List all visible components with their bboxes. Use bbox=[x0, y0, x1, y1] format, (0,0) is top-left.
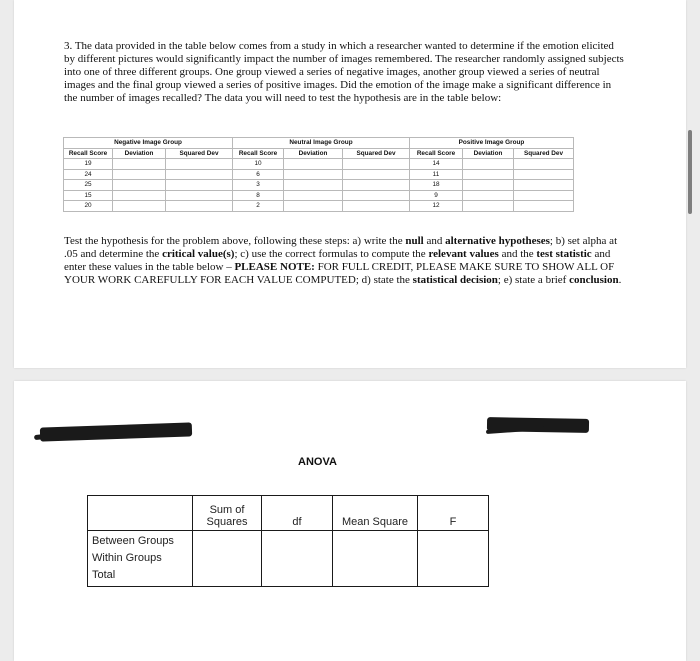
table-cell bbox=[284, 180, 343, 191]
column-header: Squared Dev bbox=[514, 148, 574, 159]
column-header: Recall Score bbox=[233, 148, 284, 159]
column-header: Squared Dev bbox=[343, 148, 410, 159]
table-cell bbox=[514, 201, 574, 212]
table-cell: 8 bbox=[233, 190, 284, 201]
anova-row-labels bbox=[88, 531, 193, 587]
table-cell bbox=[284, 169, 343, 180]
instructions-text-part: and the bbox=[498, 248, 537, 261]
anova-header-row bbox=[88, 496, 489, 531]
anova-header: F bbox=[418, 496, 489, 531]
table-cell: 10 bbox=[233, 159, 284, 170]
table-cell bbox=[113, 169, 166, 180]
anova-header bbox=[88, 496, 193, 531]
anova-title: ANOVA bbox=[298, 456, 337, 468]
table-cell bbox=[463, 180, 514, 191]
instructions-bold: statistical decision bbox=[412, 274, 498, 287]
anova-header: Sum of Squares bbox=[193, 496, 262, 531]
table-cell: 12 bbox=[410, 201, 463, 212]
instructions-text-part: . bbox=[618, 274, 622, 287]
anova-cell-mean-square[interactable] bbox=[333, 531, 418, 587]
table-cell: 11 bbox=[410, 169, 463, 180]
table-cell bbox=[166, 159, 233, 170]
table-cell bbox=[343, 169, 410, 180]
column-header: Squared Dev bbox=[166, 148, 233, 159]
instructions-bold: alternative hypotheses bbox=[445, 235, 550, 247]
table-cell bbox=[166, 201, 233, 212]
instructions-text-part: FOR FULL CREDIT, PLEASE MAKE SURE TO SHOW ALL OF YOUR WORK CAREFULLY FOR EACH VALUE COMPUTED; d) state the bbox=[64, 261, 615, 287]
column-header: Recall Score bbox=[64, 148, 113, 159]
table-cell bbox=[343, 190, 410, 201]
table-cell bbox=[463, 190, 514, 201]
anova-body-row bbox=[88, 531, 489, 587]
column-header: Recall Score bbox=[410, 148, 463, 159]
table-cell bbox=[166, 169, 233, 180]
table-row bbox=[64, 201, 574, 212]
anova-row-label: Between Groups bbox=[92, 535, 174, 547]
scrollbar-thumb[interactable] bbox=[688, 130, 692, 214]
table-cell bbox=[113, 190, 166, 201]
table-cell: 14 bbox=[410, 159, 463, 170]
table-cell: 6 bbox=[233, 169, 284, 180]
instructions-text bbox=[64, 235, 624, 287]
table-cell bbox=[514, 159, 574, 170]
anova-cell-df[interactable] bbox=[262, 531, 333, 587]
anova-cell-f[interactable] bbox=[418, 531, 489, 587]
table-cell bbox=[463, 169, 514, 180]
anova-table bbox=[87, 495, 489, 587]
table-cell bbox=[284, 201, 343, 212]
table-cell: 3 bbox=[233, 180, 284, 191]
table-cell bbox=[514, 190, 574, 201]
table-row bbox=[64, 159, 574, 170]
table-cell bbox=[113, 180, 166, 191]
table-cell: 19 bbox=[64, 159, 113, 170]
recall-data-table bbox=[63, 137, 574, 212]
question-text bbox=[64, 40, 624, 105]
instructions-text-part: and bbox=[423, 235, 446, 247]
group-header-neutral: Neutral Image Group bbox=[233, 138, 410, 149]
column-header: Deviation bbox=[113, 148, 166, 159]
table-cell bbox=[113, 201, 166, 212]
table-cell bbox=[463, 201, 514, 212]
table-cell bbox=[284, 190, 343, 201]
table-row bbox=[64, 180, 574, 191]
table-cell bbox=[166, 180, 233, 191]
instructions-bold: conclusion bbox=[569, 274, 619, 287]
instructions-bold: critical value(s) bbox=[162, 248, 235, 261]
anova-row-label: Total bbox=[92, 569, 116, 581]
group-header-negative: Negative Image Group bbox=[64, 138, 233, 149]
table-cell: 18 bbox=[410, 180, 463, 191]
instructions-text-part: Test the hypothesis for the problem above, following these steps: a) write the bbox=[64, 235, 406, 247]
instructions-text-part: ; c) use the correct formulas to compute the bbox=[234, 248, 429, 261]
anova-row-label: Within Groups bbox=[92, 552, 162, 564]
column-header: Deviation bbox=[284, 148, 343, 159]
question-number: 3. bbox=[64, 40, 73, 52]
table-cell bbox=[343, 180, 410, 191]
anova-header: df bbox=[262, 496, 333, 531]
table-row bbox=[64, 169, 574, 180]
table-cell bbox=[113, 159, 166, 170]
column-header: Deviation bbox=[463, 148, 514, 159]
table-cell bbox=[343, 159, 410, 170]
instructions-text-part: ; e) state a brief bbox=[497, 274, 570, 287]
table-cell bbox=[166, 190, 233, 201]
instructions-text-part: and enter these values in the table below – bbox=[64, 248, 611, 274]
table-cell bbox=[284, 159, 343, 170]
instructions-bold: PLEASE NOTE: bbox=[234, 261, 315, 274]
group-header-positive: Positive Image Group bbox=[410, 138, 574, 149]
table-cell bbox=[514, 180, 574, 191]
table-cell bbox=[463, 159, 514, 170]
table-cell: 2 bbox=[233, 201, 284, 212]
table-cell: 9 bbox=[410, 190, 463, 201]
table-cell: 25 bbox=[64, 180, 113, 191]
anova-header: Mean Square bbox=[333, 496, 418, 531]
table-cell: 24 bbox=[64, 169, 113, 180]
table-cell bbox=[343, 201, 410, 212]
question-body: The data provided in the table below comes from a study in which a researcher wanted to determine if the emotion elicited by different pictures would significantly impact the number of images remembered. The researcher randomly assigned subjects into one of three different groups. One group viewed a series of negative images, another group viewed a series of neutral images and the final group viewed a series of positive images. Did the emotion of the image make a significant difference in the number of images recalled? The data you will need to test the hypothesis are in the table below: bbox=[64, 40, 624, 105]
instructions-bold: relevant values bbox=[428, 248, 499, 261]
table-cell: 15 bbox=[64, 190, 113, 201]
table-row bbox=[64, 190, 574, 201]
table-cell: 20 bbox=[64, 201, 113, 212]
instructions-text-part: ; b) set alpha at .05 and determine the bbox=[64, 235, 618, 261]
instructions-bold: null bbox=[405, 235, 424, 247]
anova-cell-sum-of-squares[interactable] bbox=[193, 531, 262, 587]
instructions-bold: test statistic bbox=[536, 248, 592, 261]
table-cell bbox=[514, 169, 574, 180]
